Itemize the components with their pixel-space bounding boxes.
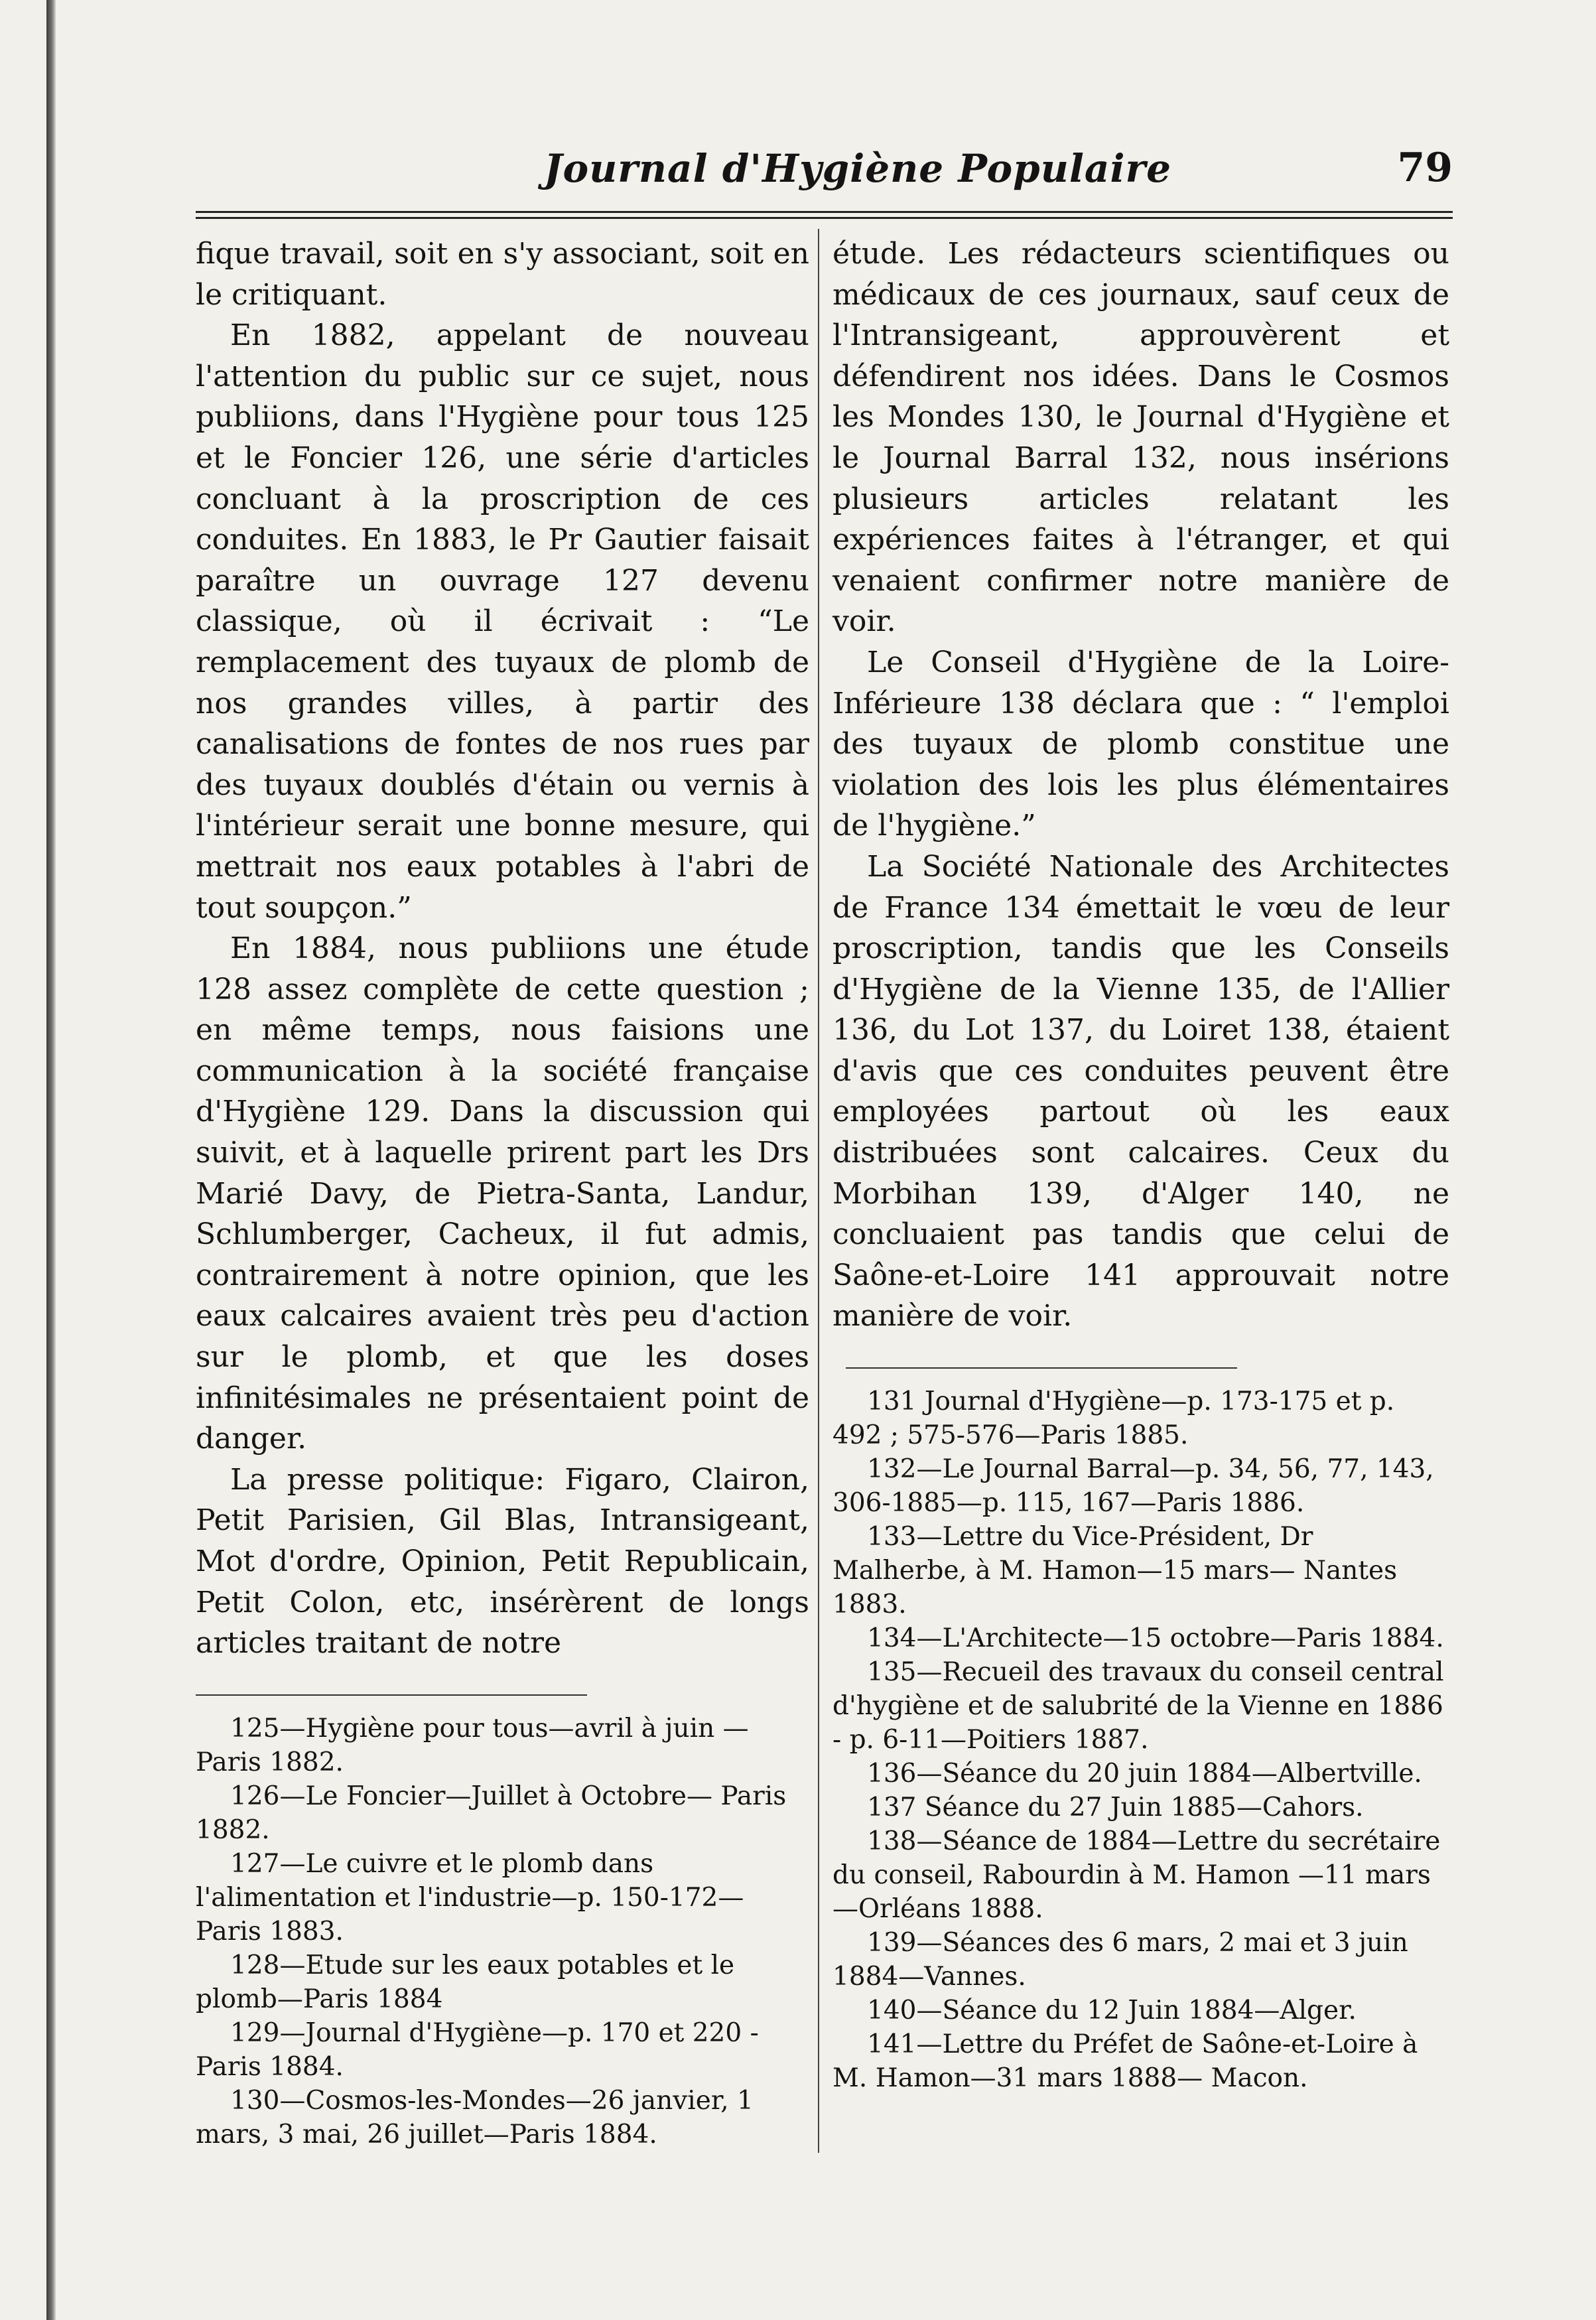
footnote: 126—Le Foncier—Juillet à Octobre— Paris 1882. xyxy=(196,1781,787,1845)
footnotes-rule xyxy=(846,1367,1237,1369)
left-paragraph: En 1884, nous publiions une étude 128 assez complète de cette question ; en même temps, nous faisions une communication à la société française d'Hygiène 129. Dans la discussion qui suivit, et à laquelle prirent part les Drs Marié Davy, de Pietra-Santa, Landur, Schlumberger, Cacheux, il fut admis, contrairement à notre opinion, que les eaux calcaires avaient très peu d'action sur le plomb, et que les doses infinitésimales ne présentaient point de danger. xyxy=(196,931,809,1456)
left-paragraph: En 1882, appelant de nouveau l'attention du public sur ce sujet, nous publiions, dans l'Hygiène pour tous 125 et le Foncier 126, une série d'articles concluant à la proscription de ces conduites. En 1883, le Pr Gautier faisait paraître un ouvrage 127 devenu classique, où il écrivait : “Le remplacement des tuyaux de plomb de nos grandes villes, à partir des canalisations de fontes de nos rues par des tuyaux doublés d'étain ou vernis à l'intérieur serait une bonne mesure, qui mettrait nos eaux potables à l'abri de tout soupçon.” xyxy=(196,318,809,925)
right-column xyxy=(832,234,1449,2095)
page-header xyxy=(192,139,1453,206)
footnote: 136—Séance du 20 juin 1884—Albertville. xyxy=(867,1759,1422,1789)
left-paragraph: fique travail, soit en s'y associant, soit en le critiquant. xyxy=(196,237,809,312)
right-paragraph: Le Conseil d'Hygiène de la Loire-Inférieure 138 déclara que : “ l'emploi des tuyaux de plomb constitue une violation des lois les plus élémentaires de l'hygiène.” xyxy=(832,645,1449,843)
footnote: 135—Recueil des travaux du conseil central d'hygiène et de salubrité de la Vienne en 1886 - p. 6-11—Poitiers 1887. xyxy=(832,1657,1444,1755)
right-paragraph: étude. Les rédacteurs scientifiques ou médicaux de ces journaux, sauf ceux de l'Intransigeant, approuvèrent et défendirent nos idées. Dans le Cosmos les Mondes 130, le Journal d'Hygiène et le Journal Barral 132, nous insérions plusieurs articles relatant les expériences faites à l'étranger, et qui venaient confirmer notre manière de voir. xyxy=(832,237,1449,639)
left-column xyxy=(196,234,809,2151)
footnotes-rule xyxy=(196,1694,587,1696)
running-title: Journal d'Hygiène Populaire xyxy=(544,146,1171,191)
footnote: 134—L'Architecte—15 octobre—Paris 1884. xyxy=(867,1623,1444,1654)
footnote: 138—Séance de 1884—Lettre du secrétaire du conseil, Rabourdin à M. Hamon —11 mars—Orléans 1888. xyxy=(832,1826,1441,1925)
footnote: 139—Séances des 6 mars, 2 mai et 3 juin 1884—Vannes. xyxy=(832,1928,1408,1992)
footnote: 125—Hygiène pour tous—avril à juin —Paris 1882. xyxy=(196,1713,749,1777)
footnote: 131 Journal d'Hygiène—p. 173-175 et p. 492 ; 575-576—Paris 1885. xyxy=(832,1387,1395,1451)
footnote: 141—Lettre du Préfet de Saône-et-Loire à M. Hamon—31 mars 1888— Macon. xyxy=(832,2029,1418,2094)
column-divider xyxy=(818,229,819,2153)
footnote: 132—Le Journal Barral—p. 34, 56, 77, 143, 306-1885—p. 115, 167—Paris 1886. xyxy=(832,1454,1434,1519)
footnote: 133—Lettre du Vice-Président, Dr Malherbe, à M. Hamon—15 mars— Nantes 1883. xyxy=(832,1522,1398,1620)
footnote: 129—Journal d'Hygiène—p. 170 et 220 - Paris 1884. xyxy=(196,2017,759,2082)
page-number: 79 xyxy=(1397,145,1453,191)
footnote: 128—Etude sur les eaux potables et le plomb—Paris 1884 xyxy=(196,1950,735,2014)
footnote: 140—Séance du 12 Juin 1884—Alger. xyxy=(867,1996,1357,2026)
footnote: 130—Cosmos-les-Mondes—26 janvier, 1 mars, 3 mai, 26 juillet—Paris 1884. xyxy=(196,2085,754,2149)
footnote: 137 Séance du 27 Juin 1885—Cahors. xyxy=(867,1793,1364,1823)
right-paragraph: La Société Nationale des Architectes de France 134 émettait le vœu de leur proscription, tandis que les Conseils d'Hygiène de la Vienne 135, de l'Allier 136, du Lot 137, du Loiret 138, étaient d'avis que ces conduites peuvent être employées partout où les eaux distribuées sont calcaires. Ceux du Morbihan 139, d'Alger 140, ne concluaient pas tandis que celui de Saône-et-Loire 141 approuvait notre manière de voir. xyxy=(832,849,1449,1333)
left-paragraph: La presse politique: Figaro, Clairon, Petit Parisien, Gil Blas, Intransigeant, Mot d'ordre, Opinion, Petit Republicain, Petit Colon, etc, insérèrent de longs articles traitant de notre xyxy=(196,1462,809,1661)
footnote: 127—Le cuivre et le plomb dans l'alimentation et l'industrie—p. 150-172— Paris 1883. xyxy=(196,1848,744,1946)
page-binding-edge xyxy=(46,0,56,2320)
header-rule xyxy=(196,211,1453,219)
